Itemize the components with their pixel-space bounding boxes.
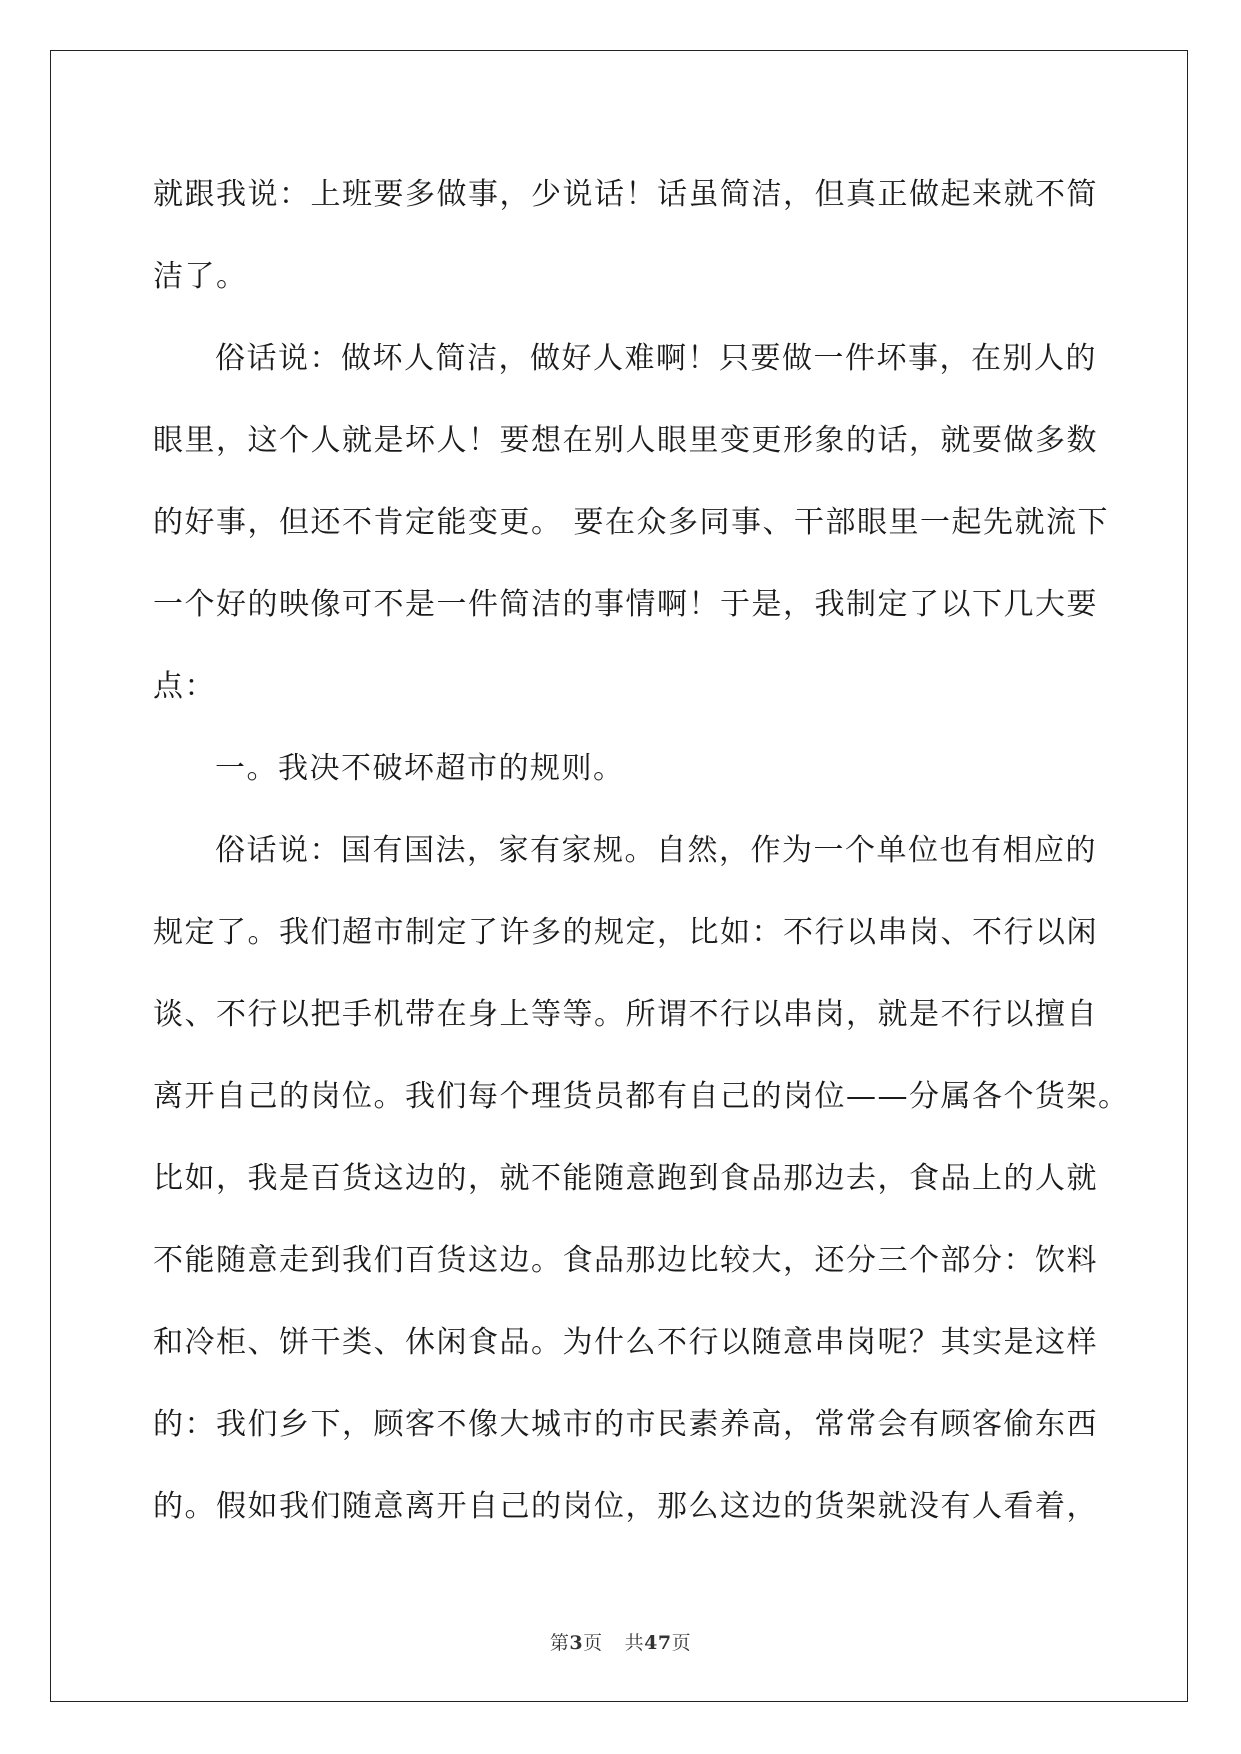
- total-pages: 47: [644, 1632, 672, 1654]
- text-line: 不能随意走到我们百货这边。食品那边比较大，还分三个部分：饮料: [153, 1243, 1098, 1278]
- page-number: 3: [569, 1632, 584, 1654]
- total-suffix: 页: [671, 1632, 692, 1654]
- text-line: 规定了。我们超市制定了许多的规定，比如：不行以串岗、不行以闲: [153, 915, 1098, 950]
- text-line: 和冷柜、饼干类、休闲食品。为什么不行以随意串岗呢？其实是这样: [153, 1325, 1098, 1360]
- text-line: 一。我决不破坏超市的规则。: [215, 751, 625, 786]
- document-body: [153, 154, 1130, 1548]
- page-footer: [0, 1628, 1241, 1655]
- text-line: 眼里，这个人就是坏人！要想在别人眼里变更形象的话，就要做多数: [153, 423, 1098, 458]
- page-suffix: 页: [583, 1632, 603, 1654]
- text-line: 谈、不行以把手机带在身上等等。所谓不行以串岗，就是不行以擅自: [153, 997, 1098, 1032]
- text-line: 就跟我说：上班要多做事，少说话！话虽简洁，但真正做起来就不简: [153, 177, 1098, 212]
- total-prefix: 共: [624, 1632, 645, 1654]
- text-line: 点：: [153, 669, 216, 704]
- text-line: 洁了。: [153, 259, 248, 294]
- text-line: 俗话说：做坏人简洁，做好人难啊！只要做一件坏事，在别人的: [215, 341, 1097, 376]
- text-line: 的好事，但还不肯定能变更。 要在众多同事、干部眼里一起先就流下: [153, 505, 1110, 540]
- text-line: 俗话说：国有国法，家有家规。自然，作为一个单位也有相应的: [215, 833, 1097, 868]
- text-line: 比如，我是百货这边的，就不能随意跑到食品那边去，食品上的人就: [153, 1161, 1098, 1196]
- text-line: 的。假如我们随意离开自己的岗位，那么这边的货架就没有人看着，: [153, 1489, 1098, 1524]
- text-line: 的：我们乡下，顾客不像大城市的市民素养高，常常会有顾客偷东西: [153, 1407, 1098, 1442]
- text-line: 一个好的映像可不是一件简洁的事情啊！于是，我制定了以下几大要: [153, 587, 1098, 622]
- text-line: 离开自己的岗位。我们每个理货员都有自己的岗位——分属各个货架。: [153, 1079, 1130, 1114]
- page-prefix: 第: [549, 1632, 570, 1654]
